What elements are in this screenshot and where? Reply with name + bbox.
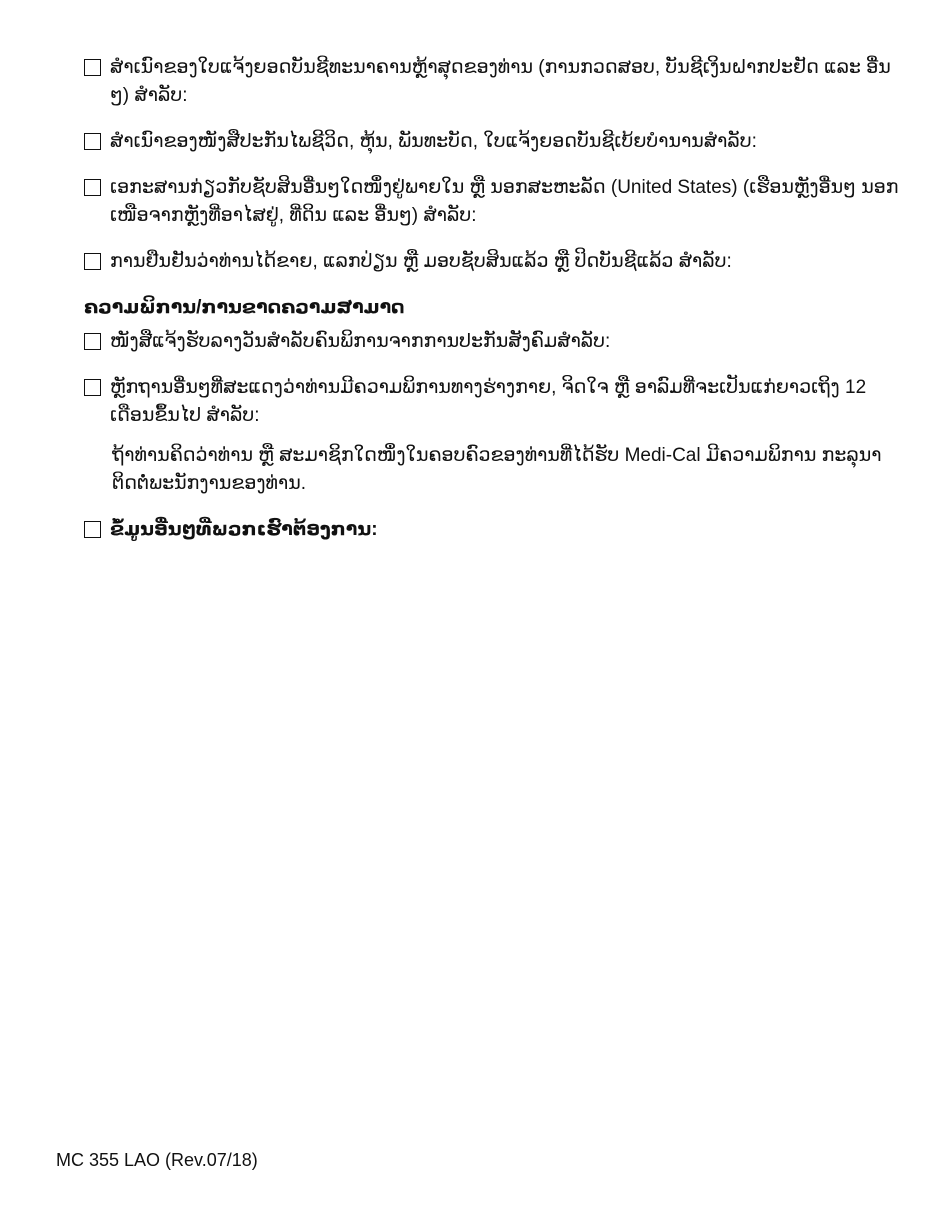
form-footer-id: MC 355 LAO (Rev.07/18) xyxy=(56,1150,258,1170)
checkbox[interactable] xyxy=(84,59,101,76)
checklist-item-other-property xyxy=(84,174,904,230)
checklist-item-label: ສຳເນົາຂອງໜັງສືປະກັນໄພຊີວິດ, ຫຸ້ນ, ພັນທະບັດ, ໃບແຈ້ງຍອດບັນຊີເບ້ຍບຳນານສຳລັບ: xyxy=(110,131,757,152)
checkbox[interactable] xyxy=(84,133,101,150)
checklist-item-insurance-stocks xyxy=(84,128,904,156)
checklist-item-ssa-disability-award xyxy=(84,328,904,356)
checklist-item-label: ຂໍ້ມູນອື່ນໆທີ່ພວກເຮົາຕ້ອງການ: xyxy=(110,519,378,540)
checklist-item-sold-property xyxy=(84,248,904,276)
section-heading-disability: ຄວາມພິການ/ການຂາດຄວາມສາມາດ xyxy=(84,297,405,318)
checklist-item-label: ໜັງສືແຈ້ງຮັບລາງວັນສຳລັບຄົນພິການຈາກການປະກັນສັງຄົມສຳລັບ: xyxy=(110,331,611,352)
checklist-item-label: ເອກະສານກ່ຽວກັບຊັບສິນອື່ນໆໃດໜຶ່ງຢູ່ພາຍໃນ ຫຼື ນອກສະຫະລັດ (United States) (ເຮືອນຫຼັງອື່ນໆ ນອກເໜືອຈາກຫຼັງທີ່ອາໄສຢູ່, ທີ່ດິນ ແລະ ອື່ນໆ) ສຳລັບ: xyxy=(110,177,899,226)
checklist-item-label: ສຳເນົາຂອງໃບແຈ້ງຍອດບັນຊີທະນາຄານຫຼ້າສຸດຂອງທ່ານ (ການກວດສອບ, ບັນຊີເງິນຝາກປະຢັດ ແລະ ອື່ນໆ) ສຳລັບ: xyxy=(110,57,891,106)
checklist-item-bank-statements xyxy=(84,54,904,110)
document-content xyxy=(84,54,904,562)
disability-note: ຖ້າທ່ານຄິດວ່າທ່ານ ຫຼື ສະມາຊິກໃດໜຶ່ງໃນຄອບຄົວຂອງທ່ານທີ່ໄດ້ຮັບ Medi-Cal ມີຄວາມພິການ ກະລຸນາຕິດຕໍ່ພະນັກງານຂອງທ່ານ. xyxy=(112,445,882,494)
checkbox[interactable] xyxy=(84,379,101,396)
checkbox[interactable] xyxy=(84,521,101,538)
checkbox[interactable] xyxy=(84,253,101,270)
checklist-item-other-info xyxy=(84,516,904,544)
checklist-item-label: ຫຼັກຖານອື່ນໆທີ່ສະແດງວ່າທ່ານມີຄວາມພິການທາງຮ່າງກາຍ, ຈິດໃຈ ຫຼື ອາລົມທີ່ຈະເປັນແກ່ຍາວເຖິງ 12 ເດືອນຂຶ້ນໄປ ສຳລັບ: xyxy=(110,377,867,426)
checklist-item-disability-proof xyxy=(84,374,904,430)
checklist-item-label: ການຢືນຢັນວ່າທ່ານໄດ້ຂາຍ, ແລກປ່ຽນ ຫຼື ມອບຊັບສິນແລ້ວ ຫຼື ປິດບັນຊີແລ້ວ ສຳລັບ: xyxy=(110,251,732,272)
checkbox[interactable] xyxy=(84,179,101,196)
checkbox[interactable] xyxy=(84,333,101,350)
